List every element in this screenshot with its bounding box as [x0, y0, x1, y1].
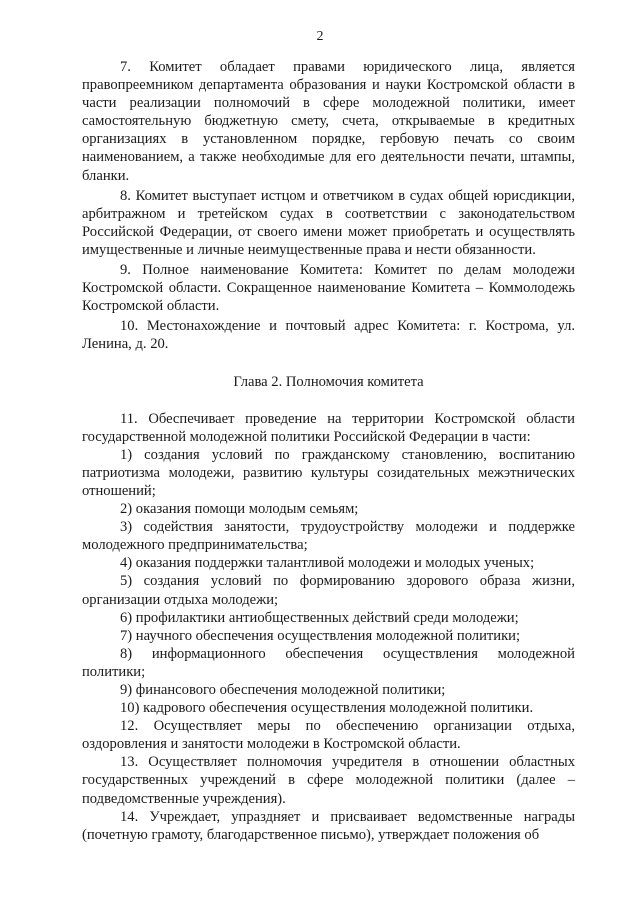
paragraph-13: 13. Осуществляет полномочия учредителя в отношении областных государственных учреждений в сфере молодежной политики (далее – подведомственные учреждения).	[82, 754, 575, 807]
paragraph-12: 12. Осуществляет меры по обеспечению организации отдыха, оздоровления и занятости молодежи в Костромской области.	[82, 718, 575, 753]
paragraph-8: 8. Комитет выступает истцом и ответчиком в судах общей юрисдикции, арбитражном и третейском судах в соответствии с законодательством Российской Федерации, от своего имени может приобретать и осуществлять имущественные и личные неимущественные права и нести обязанности.	[82, 187, 575, 258]
list-item-9: 9) финансового обеспечения молодежной политики;	[120, 682, 446, 698]
list-item-2: 2) оказания помощи молодым семьям;	[120, 501, 359, 518]
list-item-5: 5) создания условий по формированию здорового образа жизни, организации отдыха молодежи;	[82, 573, 575, 608]
list-item-6: 6) профилактики антиобщественных действий среди молодежи;	[120, 609, 519, 626]
paragraph-9: 9. Полное наименование Комитета: Комитет по делам молодежи Костромской области. Сокращенное наименование Комитета – Коммолодежь Костромской области.	[82, 262, 575, 315]
document-body	[82, 58, 575, 844]
list-item-1: 1) создания условий по гражданскому становлению, воспитанию патриотизма молодежи, развитию культуры созидательных межэтнических отношений;	[82, 446, 575, 499]
chapter-heading: Глава 2. Полномочия комитета	[233, 373, 424, 390]
list-item-7: 7) научного обеспечения осуществления молодежной политики;	[120, 627, 521, 644]
paragraph-10: 10. Местонахождение и почтовый адрес Комитета: г. Кострома, ул. Ленина, д. 20.	[82, 318, 575, 353]
page-number: 2	[316, 29, 324, 44]
list-item-4: 4) оказания поддержки талантливой молодежи и молодых ученых;	[120, 555, 535, 572]
list-item-10: 10) кадрового обеспечения осуществления молодежной политики.	[120, 700, 534, 717]
paragraph-14: 14. Учреждает, упраздняет и присваивает ведомственные награды (почетную грамоту, благодарственное письмо), утверждает положения об	[82, 808, 575, 843]
paragraph-11: 11. Обеспечивает проведение на территории Костромской области государственной молодежной политики Российской Федерации в части:	[82, 410, 575, 445]
list-item-8: 8) информационного обеспечения осуществления молодежной политики;	[82, 645, 575, 680]
paragraph-7: 7. Комитет обладает правами юридического лица, является правопреемником департамента образования и науки Костромской области в части реализации полномочий в сфере молодежной политики, имеет самостоятельную бюджетную смету, счета, открываемые в кредитных организациях в установленном порядке, гербовую печать со своим наименованием, а также необходимые для его деятельности печати, штампы, бланки.	[82, 59, 575, 184]
list-item-3: 3) содействия занятости, трудоустройству молодежи и поддержке молодежного предпринимательства;	[82, 519, 575, 554]
